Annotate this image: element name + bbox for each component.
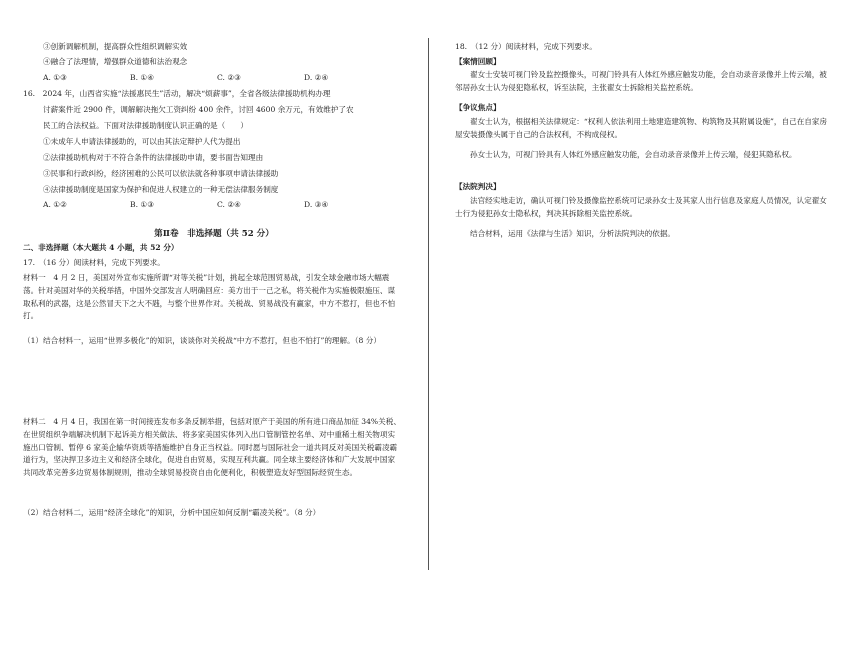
q16-choices [43, 200, 391, 210]
q17-heading: 17. （16 分）阅读材料，完成下列要求。 [23, 258, 165, 267]
q16-choice-c: C. ②④ [217, 200, 241, 209]
q15-option-4: ④融合了法理情，增强群众道德和法治观念 [43, 57, 188, 66]
q15-choices [43, 73, 391, 83]
court-ruling-text: 法官经实地走访，确认可视门铃及摄像监控系统可记录孙女士及其家人出行信息及家庭人员情况，认定翟女士行为侵犯孙女士隐私权，判决其拆除相关监控系统。 [455, 196, 827, 218]
q15-choice-c: C. ②③ [217, 73, 241, 82]
q17-question-2: （2）结合材料二，运用“经济全球化”的知识，分析中国应如何反制“霸凌关税”。（8 分） [23, 508, 321, 517]
case-review-label: 【案情回顾】 [455, 57, 501, 66]
case-review-text: 翟女士安装可视门铃及监控摄像头，可视门铃具有人体红外感应触发功能，会自动录音录像并上传云端，被邻居孙女士认为侵犯隐私权，诉至法院，主张翟女士拆除相关监控系统。 [455, 70, 827, 92]
q15-choice-a: A. ①③ [43, 73, 67, 82]
column-divider [428, 38, 429, 570]
q16-stem-line2: 讨薪案件近 2900 件，调解解决拖欠工资纠纷 400 余件，讨回 4600 余万元，有效维护了农 [43, 105, 354, 114]
q18-heading: 18. （12 分）阅读材料，完成下列要求。 [455, 42, 597, 51]
q17-material-1: 材料一 4 月 2 日，美国对外宣布实施所谓“对等关税”计划，挑起全球范围贸易战，引发全球金融市场大幅震荡。针对美国对华的关税举措，中国外交部发言人明确回应：美方出于一己之私，将关税作为实施极限施压、谋取私利的武器，这是公然冒天下之大不韪，与整个世界作对。关税战、贸易战没有赢家，中方不惹打，但也不怕打。 [23, 273, 396, 321]
dispute-focus-label: 【争议焦点】 [455, 103, 501, 112]
part2-subtitle: 二、非选择题（本大题共 4 小题，共 52 分） [23, 243, 179, 252]
q16-stem-line1: 16. 2024 年，山西省实施“法援惠民生”活动，解决“烦薪事”，全省各级法律援助机构办理 [23, 89, 331, 98]
q18-task: 结合材料，运用《法律与生活》知识，分析法院判决的依据。 [470, 229, 676, 238]
q16-option-3: ③民事和行政纠纷，经济困难的公民可以依法就各种事项申请法律援助 [43, 169, 279, 178]
q16-stem-line3: 民工的合法权益。下面对法律援助制度认识正确的是（ ） [43, 121, 249, 130]
q15-choice-b: B. ①④ [130, 73, 155, 82]
q17-question-1: （1）结合材料一，运用“世界多极化”的知识，谈谈你对关税战“中方不惹打，但也不怕打”的理解。（8 分） [23, 336, 381, 345]
q15-choice-d: D. ②④ [304, 73, 329, 82]
q15-option-3: ③创新调解机制，提高群众性组织调解实效 [43, 42, 188, 51]
q17-material-2: 材料二 4 月 4 日，我国在第一时间接连发布多条反制举措，包括对原产于美国的所有进口商品加征 34%关税、在世贸组织争端解决机制下起诉美方相关做法、将多家美国实体列入出口管制管控名单、对中重稀土相关物项实施出口管制、暂停 6 家美企输华资质等措施维护自身正当权益。同时愿与国际社会一道共同反对美国关税霸凌霸道行为，坚决捍卫多边主义和经济全球化，促进自由贸易，实现互利共赢。同全球主要经济体和广大发展中国家共同改革完善多边贸易体制规则，推动全球贸易投资自由化便利化，积极塑造友好型国际经贸生态。 [23, 417, 401, 478]
part2-title: 第Ⅱ卷 非选择题（共 52 分） [154, 229, 274, 239]
q16-option-1: ①未成年人申请法律援助的，可以由其法定辩护人代为提出 [43, 137, 241, 146]
q16-option-4: ④法律援助制度是国家为保护和促进人权建立的一种无偿法律服务制度 [43, 185, 279, 194]
dispute-focus-p1: 翟女士认为，根据相关法律规定：“权利人依法利用土地建造建筑物、构筑物及其附属设施”，自己在自家房屋安装摄像头属于自己的合法权利，不构成侵权。 [455, 117, 828, 139]
q16-choice-d: D. ③④ [304, 200, 329, 209]
court-ruling-label: 【法院判决】 [455, 182, 501, 191]
q16-choice-a: A. ①② [43, 200, 67, 209]
q16-option-2: ②法律援助机构对于不符合条件的法律援助申请，要书面告知理由 [43, 153, 264, 162]
dispute-focus-p2: 孙女士认为，可视门铃具有人体红外感应触发功能，会自动录音录像并上传云端，侵犯其隐私权。 [470, 150, 797, 159]
q16-choice-b: B. ①③ [130, 200, 155, 209]
